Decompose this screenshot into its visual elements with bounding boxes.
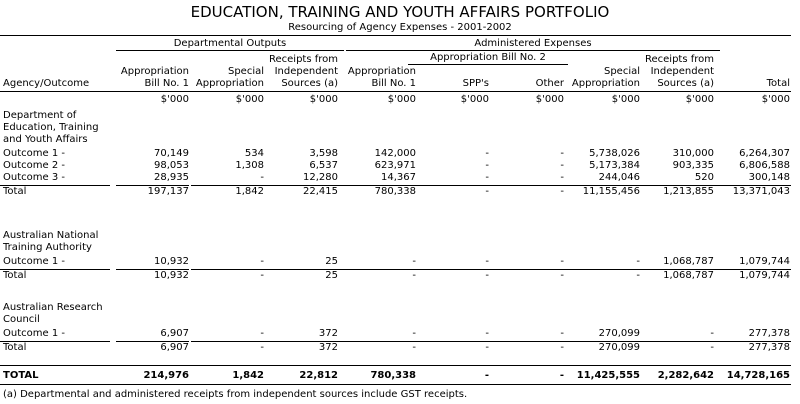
header-adm-bill1-line1: Appropriation (347, 66, 416, 77)
total-cell: 11,155,456 (582, 186, 640, 197)
outcome-label: Outcome 1 - (3, 148, 65, 159)
administered-underline (346, 50, 720, 51)
total-cell: 10,932 (154, 270, 189, 281)
outcome-cell: 6,264,307 (739, 148, 790, 159)
total-cell: 372 (318, 342, 338, 353)
total-cell: - (412, 342, 416, 353)
total-cell: 1,213,855 (663, 186, 714, 197)
outcome-cell: - (560, 148, 564, 159)
outcome-label: Outcome 1 - (3, 328, 65, 339)
total-rule (0, 341, 110, 342)
group-departmental-outputs: Departmental Outputs (173, 38, 287, 49)
header-dep-special-line1: Special (227, 66, 264, 77)
outcome-cell: 277,378 (748, 328, 790, 339)
grand-total-cell: 2,282,642 (657, 370, 714, 381)
total-cell: - (260, 270, 264, 281)
agency-name: and Youth Affairs (3, 134, 88, 145)
total-rule (191, 185, 791, 186)
grand-total-cell: 22,812 (299, 370, 338, 381)
group-appropriation-bill-2: Appropriation Bill No. 2 (430, 52, 546, 63)
outcome-cell: - (485, 172, 489, 183)
header-dep-special-line2: Appropriation (195, 78, 264, 89)
total-cell: 270,099 (598, 342, 640, 353)
outcome-cell: - (260, 256, 264, 267)
outcome-cell: 1,308 (235, 160, 264, 171)
grand-total-cell: 11,425,555 (576, 370, 640, 381)
total-label: Total (3, 342, 27, 353)
outcome-cell: - (560, 256, 564, 267)
outcome-cell: 372 (318, 328, 338, 339)
total-rule (116, 269, 189, 270)
outcome-cell: - (260, 328, 264, 339)
unit-label: $'000 (460, 94, 489, 105)
outcome-cell: 310,000 (672, 148, 714, 159)
total-label: Total (3, 270, 27, 281)
outcome-cell: 903,335 (672, 160, 714, 171)
total-cell: 1,068,787 (663, 270, 714, 281)
total-cell: 277,378 (748, 342, 790, 353)
outcome-label: Outcome 3 - (3, 172, 65, 183)
outcome-cell: 12,280 (303, 172, 338, 183)
unit-label: $'000 (387, 94, 416, 105)
header-dep-receipts-line2: Independent (274, 66, 338, 77)
outcome-cell: 520 (694, 172, 714, 183)
total-cell: 22,415 (303, 186, 338, 197)
total-cell: 197,137 (147, 186, 189, 197)
outcome-cell: 6,537 (309, 160, 338, 171)
outcome-cell: 3,598 (309, 148, 338, 159)
bill2-underline (408, 64, 568, 65)
total-cell: - (412, 270, 416, 281)
outcome-cell: 244,046 (598, 172, 640, 183)
total-rule (0, 269, 110, 270)
unit-label: $'000 (761, 94, 790, 105)
total-cell: - (636, 270, 640, 281)
agency-name: Education, Training (3, 122, 99, 133)
header-agency-outcome: Agency/Outcome (3, 78, 90, 89)
outcome-cell: 142,000 (374, 148, 416, 159)
total-cell: - (710, 342, 714, 353)
grand-total-cell: 214,976 (143, 370, 189, 381)
outcome-cell: 1,079,744 (739, 256, 790, 267)
header-adm-special-line2: Appropriation (571, 78, 640, 89)
outcome-label: Outcome 1 - (3, 256, 65, 267)
total-cell: 25 (325, 270, 338, 281)
agency-name: Australian Research (3, 302, 103, 313)
unit-label: $'000 (160, 94, 189, 105)
outcome-cell: 70,149 (154, 148, 189, 159)
top-rule (0, 35, 791, 36)
outcome-cell: 1,068,787 (663, 256, 714, 267)
total-rule (116, 341, 189, 342)
total-cell: - (560, 186, 564, 197)
header-adm-other: Other (535, 78, 564, 89)
total-rule (191, 269, 791, 270)
outcome-cell: - (560, 328, 564, 339)
agency-name: Australian National (3, 230, 99, 241)
total-label: Total (3, 186, 27, 197)
header-total: Total (766, 78, 790, 89)
outcome-cell: - (485, 148, 489, 159)
unit-label: $'000 (685, 94, 714, 105)
outcome-cell: 300,148 (748, 172, 790, 183)
grand-total-cell: - (559, 370, 564, 381)
agency-name: Department of (3, 110, 77, 121)
outcome-cell: - (412, 328, 416, 339)
total-cell: - (560, 270, 564, 281)
total-rule (191, 341, 791, 342)
header-dep-bill1-line1: Appropriation (120, 66, 189, 77)
header-adm-spps: SPP's (462, 78, 489, 89)
header-adm-bill1-line2: Bill No. 1 (371, 78, 416, 89)
header-adm-receipts-line2: Independent (650, 66, 714, 77)
unit-label: $'000 (535, 94, 564, 105)
total-cell: 1,842 (235, 186, 264, 197)
total-cell: 6,907 (160, 342, 189, 353)
header-adm-receipts-line3: Sources (a) (657, 78, 714, 89)
total-rule (116, 185, 189, 186)
grand-total-cell: 14,728,165 (726, 370, 790, 381)
outcome-cell: 623,971 (374, 160, 416, 171)
report-subtitle: Resourcing of Agency Expenses - 2001-2002 (288, 22, 512, 33)
outcome-label: Outcome 2 - (3, 160, 65, 171)
departmental-underline (116, 50, 344, 51)
outcome-cell: - (412, 256, 416, 267)
header-dep-receipts-line3: Sources (a) (281, 78, 338, 89)
header-adm-receipts-line1: Receipts from (644, 54, 714, 65)
agency-name: Training Authority (3, 242, 92, 253)
footnote: (a) Departmental and administered receipts from independent sources include GST receipts. (3, 389, 468, 400)
outcome-cell: - (560, 172, 564, 183)
outcome-cell: 270,099 (598, 328, 640, 339)
outcome-cell: - (485, 328, 489, 339)
outcome-cell: 5,173,384 (589, 160, 640, 171)
outcome-cell: 14,367 (381, 172, 416, 183)
total-cell: - (260, 342, 264, 353)
outcome-cell: 28,935 (154, 172, 189, 183)
outcome-cell: - (710, 328, 714, 339)
header-dep-bill1-line2: Bill No. 1 (144, 78, 189, 89)
outcome-cell: 534 (244, 148, 264, 159)
total-cell: - (485, 186, 489, 197)
grand-total-bottom-rule (0, 384, 791, 385)
report-title: EDUCATION, TRAINING AND YOUTH AFFAIRS PORTFOLIO (190, 3, 610, 21)
header-adm-special-line1: Special (603, 66, 640, 77)
outcome-cell: - (560, 160, 564, 171)
outcome-cell: - (636, 256, 640, 267)
outcome-cell: 10,932 (154, 256, 189, 267)
unit-label: $'000 (611, 94, 640, 105)
total-cell: 13,371,043 (732, 186, 790, 197)
outcome-cell: 6,806,588 (739, 160, 790, 171)
total-cell: - (485, 342, 489, 353)
header-dep-receipts-line1: Receipts from (268, 54, 338, 65)
total-rule (0, 185, 110, 186)
grand-total-cell: 1,842 (232, 370, 264, 381)
outcome-cell: 98,053 (154, 160, 189, 171)
outcome-cell: - (485, 160, 489, 171)
outcome-cell: 5,738,026 (589, 148, 640, 159)
outcome-cell: 25 (325, 256, 338, 267)
grand-total-label: TOTAL (3, 370, 39, 381)
total-cell: 780,338 (374, 186, 416, 197)
agency-name: Council (3, 314, 40, 325)
total-cell: - (560, 342, 564, 353)
total-cell: - (485, 270, 489, 281)
unit-label: $'000 (309, 94, 338, 105)
group-administered-expenses: Administered Expenses (474, 38, 592, 49)
header-rule (0, 91, 791, 92)
outcome-cell: - (485, 256, 489, 267)
grand-total-cell: 780,338 (370, 370, 416, 381)
grand-total-rule (0, 365, 791, 366)
outcome-cell: 6,907 (160, 328, 189, 339)
grand-total-cell: - (484, 370, 489, 381)
unit-label: $'000 (235, 94, 264, 105)
total-cell: 1,079,744 (739, 270, 790, 281)
outcome-cell: - (260, 172, 264, 183)
